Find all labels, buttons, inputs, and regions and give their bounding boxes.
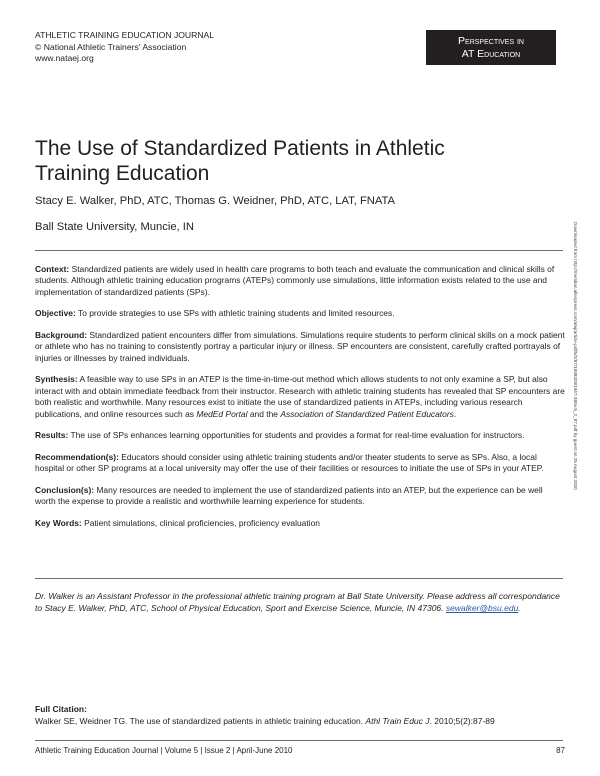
journal-header	[35, 30, 214, 65]
conclusions-text: Many resources are needed to implement the use of standardized patients into an ATEP, but the experience can be well worth the expense to provide a realistic and worthwhile learning experience for students.	[35, 484, 543, 507]
abstract-background	[35, 330, 565, 364]
author-email-link[interactable]: sewalker@bsu.edu	[445, 603, 519, 613]
recommendations-text: Educators should consider using athletic training students and/or theater students to serve as SPs. Also, a local hospital or other SP programs at a local university may offer the use of their facilities or resources to initiate the use of SPs in your ATEP.	[35, 451, 544, 474]
divider-footer	[35, 740, 563, 741]
abstract-conclusions	[35, 485, 565, 508]
synthesis-text: A feasible way to use SPs in an ATEP is the time-in-time-out method which allows students to not only examine a SP, but also interact with and obtain immediate feedback from their instructor. Research with athletic training students has revealed that SP encounters are both realistic and worthwhile. Many resources exist to initiate the use of standardized patients in ATEPs, including various research publications, and online resources such as	[35, 374, 565, 419]
synthesis-end: .	[453, 408, 457, 419]
abstract-recommendations	[35, 452, 565, 475]
download-watermark: Downloaded from http://meridian.allenpress.com/atej/article-pdf/5/2/87/1938328/1947-380x-5_2_87.pdf by guest on 25 August 2020	[573, 222, 578, 490]
abstract-keywords	[35, 518, 565, 529]
divider-top	[35, 250, 563, 251]
article-affiliation: Ball State University, Muncie, IN	[35, 221, 194, 233]
citation-label: Full Citation:	[35, 704, 87, 714]
journal-url: www.nataej.org	[35, 53, 94, 64]
page-number: 87	[556, 746, 565, 755]
divider-middle	[35, 578, 563, 579]
conclusions-label: Conclusion(s):	[35, 484, 95, 495]
footer-journal-info: Athletic Training Education Journal | Volume 5 | Issue 2 | April-June 2010	[35, 746, 293, 755]
full-citation	[35, 704, 565, 727]
keywords-label: Key Words:	[35, 517, 82, 528]
objective-text: To provide strategies to use SPs with athletic training students and limited resources.	[75, 308, 395, 319]
recommendations-label: Recommendation(s):	[35, 451, 119, 462]
abstract-objective	[35, 308, 565, 319]
journal-copyright: © National Athletic Trainers' Association	[35, 41, 187, 52]
background-text: Standardized patient encounters differ from simulations. Simulations require students to perform clinical skills on a mock patient or athlete who has no training to consistently portray a particular injury or illness. SP encounters are consistent, carefully crafted portrayals of injuries or illnesses by trained individuals.	[35, 330, 565, 363]
synthesis-italic-mededportal: MedEd Portal	[196, 408, 248, 419]
article-title: The Use of Standardized Patients in Athletic Training Education	[35, 137, 445, 185]
background-label: Background:	[35, 330, 88, 340]
author-bio	[35, 590, 565, 614]
results-label: Results:	[35, 430, 69, 441]
badge-line-2: AT Education	[461, 47, 521, 60]
results-text: The use of SPs enhances learning opportunities for students and provides a format for real-time evaluation for instructors.	[68, 430, 525, 441]
journal-name: ATHLETIC TRAINING EDUCATION JOURNAL	[35, 30, 215, 40]
bio-text: Dr. Walker is an Assistant Professor in the professional athletic training program at Ball State University. Please address all correspondance to Stacy E. Walker, PhD, ATC, School of Physical Education, Sport and Exercise Science, Muncie, IN 47306.	[35, 591, 560, 613]
citation-body	[35, 716, 565, 728]
keywords-text: Patient simulations, clinical proficiencies, proficiency evaluation	[81, 517, 320, 528]
citation-end: . 2010;5(2):87-89	[429, 715, 495, 726]
article-authors: Stacy E. Walker, PhD, ATC, Thomas G. Weidner, PhD, ATC, LAT, FNATA	[35, 195, 395, 207]
synthesis-italic-aspe: Association of Standardized Patient Educators	[280, 408, 454, 419]
abstract-context	[35, 264, 565, 298]
abstract-results	[35, 430, 565, 441]
synthesis-middle: and the	[247, 408, 281, 419]
objective-label: Objective:	[35, 308, 76, 319]
citation-journal: Athl Train Educ J	[365, 715, 430, 726]
section-badge	[426, 30, 556, 65]
context-label: Context:	[35, 264, 70, 274]
synthesis-label: Synthesis:	[35, 374, 78, 385]
context-text: Standardized patients are widely used in health care programs to both teach and evaluate the communication and clinical skills of students. Although athletic training education programs (ATEPs) commonly use simulations, little information exists related to the use and implementation of standardized patients (SPs).	[35, 264, 555, 297]
bio-end: .	[518, 603, 521, 613]
abstract	[35, 264, 565, 539]
abstract-synthesis	[35, 374, 565, 420]
badge-line-1: Perspectives in	[458, 35, 524, 47]
citation-text: Walker SE, Weidner TG. The use of standardized patients in athletic training education.	[35, 715, 366, 726]
